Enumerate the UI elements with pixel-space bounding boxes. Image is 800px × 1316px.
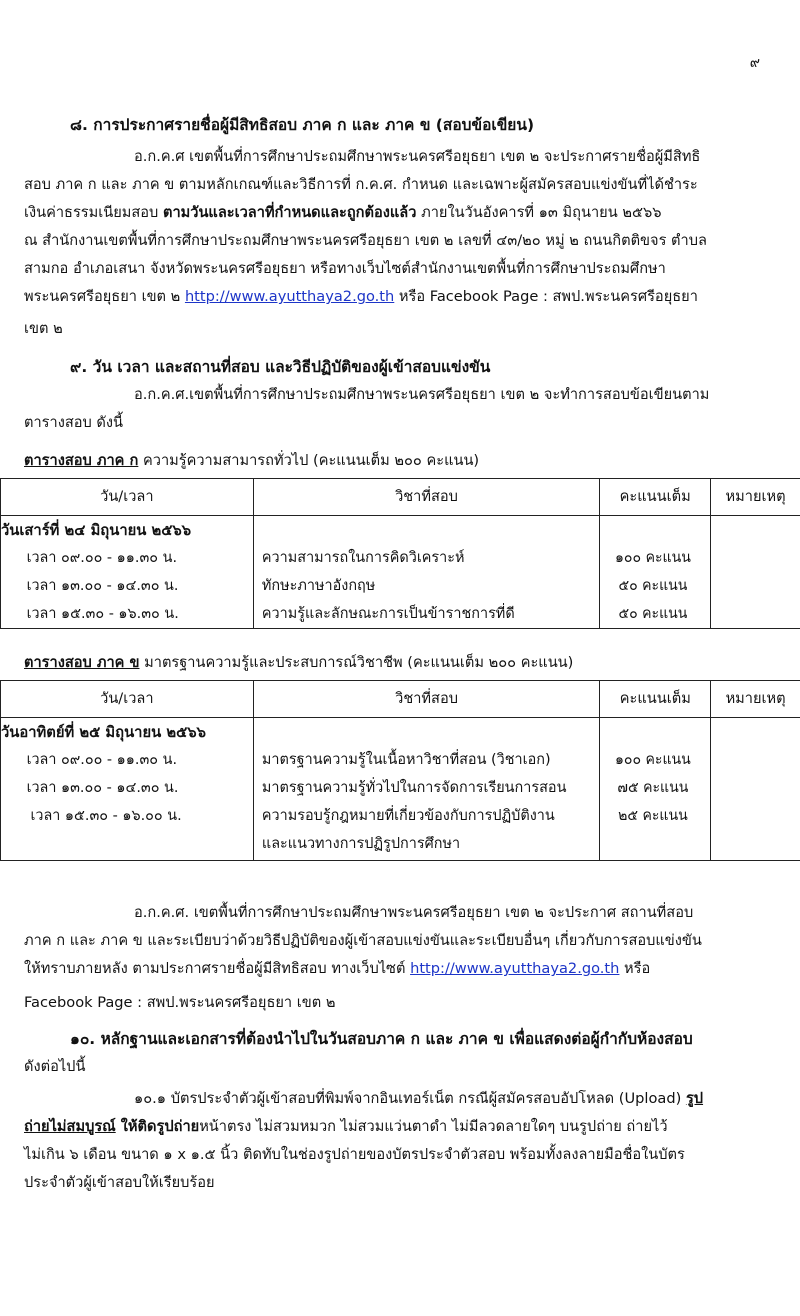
header-subject: วิชาที่สอบ — [253, 681, 600, 718]
section-9-heading: ๙. วัน เวลา และสถานที่สอบ และวิธีปฏิบัติของผู้เข้าสอบแข่งขัน — [70, 358, 491, 376]
section-8-heading: ๘. การประกาศรายชื่อผู้มีสิทธิสอบ ภาค ก และ ภาค ข (สอบข้อเขียน) — [70, 116, 535, 134]
table-b-time-3: เวลา ๑๕.๓๐ - ๑๖.๐๐ น. — [30, 807, 182, 824]
table-a-time-2: เวลา ๑๓.๐๐ - ๑๔.๓๐ น. — [26, 577, 179, 594]
table-a-score-3: ๕๐ คะแนน — [618, 605, 688, 622]
item-1-line-2-c: หน้าตรง ไม่สวมหมวก ไม่สวมแว่นตาดำ ไม่มีลวดลายใดๆ บนรูปถ่าย ถ่ายไว้ — [199, 1118, 668, 1135]
section-10-item-1-line-2 — [24, 1120, 668, 1135]
table-a-subject-3: ความรู้และลักษณะการเป็นข้าราชการที่ดี — [261, 605, 515, 622]
table-b-datetime-cell — [1, 718, 254, 861]
table-a-subject-1: ความสามารถในการคิดวิเคราะห์ — [261, 549, 465, 566]
table-b-subject-3-cont: และแนวทางการปฏิรูปการศึกษา — [261, 835, 460, 852]
table-a-day: วันเสาร์ที่ ๒๔ มิถุนายน ๒๕๖๖ — [1, 521, 192, 539]
table-a-subject-2: ทักษะภาษาอังกฤษ — [261, 577, 376, 594]
table-b-score-cell — [600, 718, 711, 861]
table-a-score-2: ๕๐ คะแนน — [618, 577, 688, 594]
table-b-header-row — [1, 681, 800, 718]
item-1-line-2-a: ถ่ายไม่สมบูรณ์ — [24, 1118, 116, 1135]
table-b-time-2: เวลา ๑๓.๐๐ - ๑๔.๓๐ น. — [26, 779, 179, 796]
section-8-line-6-a: พระนครศรีอยุธยา เขต ๒ — [24, 288, 185, 305]
notice-line-2: ภาค ก และ ภาค ข และระเบียบว่าด้วยวิธีปฏิบัติของผู้เข้าสอบแข่งขันและระเบียบอื่นๆ เกี่ยวกับการสอบแข่งขัน — [24, 932, 702, 949]
notice-line-3 — [24, 962, 650, 977]
header-datetime: วัน/เวลา — [1, 681, 254, 718]
header-score: คะแนนเต็ม — [600, 681, 711, 718]
table-a-score-1: ๑๐๐ คะแนน — [615, 549, 692, 566]
table-b-caption-title: ตารางสอบ ภาค ข — [24, 654, 140, 671]
section-8-line-1: อ.ก.ค.ศ เขตพื้นที่การศึกษาประถมศึกษาพระนครศรีอยุธยา เขต ๒ จะประกาศรายชื่อผู้มีสิทธิ — [134, 148, 701, 165]
section-8-line-3-a: เงินค่าธรรมเนียมสอบ — [24, 204, 163, 221]
section-8-line-6 — [24, 290, 698, 305]
header-datetime: วัน/เวลา — [1, 479, 254, 516]
table-a-datetime-cell — [1, 516, 254, 629]
table-a-header-row — [1, 479, 800, 516]
section-8-line-2: สอบ ภาค ก และ ภาค ข ตามหลักเกณฑ์และวิธีการที่ ก.ค.ศ. กำหนด และเฉพาะผู้สมัครสอบแข่งขันที่ได้ชำระ — [24, 176, 698, 193]
section-9-line-1: อ.ก.ค.ศ.เขตพื้นที่การศึกษาประถมศึกษาพระนครศรีอยุธยา เขต ๒ จะทำการสอบข้อเขียนตาม — [134, 386, 710, 403]
website-link-2[interactable]: http://www.ayutthaya2.go.th — [410, 960, 620, 977]
table-a-remark-cell — [711, 516, 800, 629]
section-8-emphasis: ตามวันและเวลาที่กำหนดและถูกต้องแล้ว — [162, 204, 417, 221]
section-10-item-1-line-4: ประจำตัวผู้เข้าสอบให้เรียบร้อย — [24, 1174, 215, 1191]
exam-table-a — [0, 478, 800, 629]
section-10-item-1-line-1 — [134, 1092, 703, 1107]
table-a-time-1: เวลา ๐๙.๐๐ - ๑๑.๓๐ น. — [26, 549, 178, 566]
header-remark: หมายเหตุ — [711, 479, 800, 516]
table-b-score-1: ๑๐๐ คะแนน — [615, 751, 692, 768]
notice-line-1: อ.ก.ค.ศ. เขตพื้นที่การศึกษาประถมศึกษาพระนครศรีอยุธยา เขต ๒ จะประกาศ สถานที่สอบ — [134, 904, 694, 921]
section-10-heading: ๑๐. หลักฐานและเอกสารที่ต้องนำไปในวันสอบภาค ก และ ภาค ข เพื่อแสดงต่อผู้กำกับห้องสอบ — [70, 1030, 693, 1048]
section-10-follow: ดังต่อไปนี้ — [24, 1058, 86, 1075]
table-a-caption-title: ตารางสอบ ภาค ก — [24, 452, 139, 469]
table-b-subject-cell — [253, 718, 600, 861]
header-remark: หมายเหตุ — [711, 681, 800, 718]
section-10-item-1-line-3: ไม่เกิน ๖ เดือน ขนาด ๑ x ๑.๕ นิ้ว ติดทับในช่องรูปถ่ายของบัตรประจำตัวสอบ พร้อมทั้งลงลายมือชื่อในบัตร — [24, 1146, 685, 1163]
table-b-score-2: ๗๕ คะแนน — [617, 779, 689, 796]
table-b-caption-desc: มาตรฐานความรู้และประสบการณ์วิชาชีพ (คะแนนเต็ม ๒๐๐ คะแนน) — [139, 654, 574, 671]
section-8-line-7: เขต ๒ — [24, 320, 63, 337]
table-b-remark-cell — [711, 718, 800, 861]
item-1-line-2-b: ให้ติดรูปถ่าย — [115, 1118, 200, 1135]
website-link[interactable]: http://www.ayutthaya2.go.th — [184, 288, 395, 305]
section-8-line-4: ณ สำนักงานเขตพื้นที่การศึกษาประถมศึกษาพระนครศรีอยุธยา เขต ๒ เลขที่ ๔๓/๒๐ หมู่ ๒ ถนนกิตติขจร ตำบล — [24, 232, 707, 249]
table-a-caption-desc: ความรู้ความสามารถทั่วไป (คะแนนเต็ม ๒๐๐ คะแนน) — [138, 452, 480, 469]
table-b-body-row — [1, 718, 800, 861]
table-a-time-3: เวลา ๑๕.๓๐ - ๑๖.๓๐ น. — [26, 605, 179, 622]
table-b-caption — [24, 656, 573, 671]
table-b-subject-3: ความรอบรู้กฎหมายที่เกี่ยวข้องกับการปฏิบัติงาน — [261, 807, 555, 824]
notice-line-4: Facebook Page : สพป.พระนครศรีอยุธยา เขต ๒ — [24, 994, 336, 1011]
notice-line-3-a: ให้ทราบภายหลัง ตามประกาศรายชื่อผู้มีสิทธิสอบ ทางเว็บไซต์ — [24, 960, 411, 977]
item-1-line-1-b: รูป — [685, 1090, 704, 1107]
header-score: คะแนนเต็ม — [600, 479, 711, 516]
header-subject: วิชาที่สอบ — [253, 479, 600, 516]
section-8-line-3 — [24, 206, 662, 221]
table-a-subject-cell — [253, 516, 600, 629]
section-8-line-6-b: หรือ Facebook Page : สพป.พระนครศรีอยุธยา — [394, 288, 698, 305]
table-a-body-row — [1, 516, 800, 629]
table-b-subject-1: มาตรฐานความรู้ในเนื้อหาวิชาที่สอน (วิชาเอก) — [261, 751, 551, 768]
notice-line-3-b: หรือ — [619, 960, 651, 977]
section-8-line-5: สามกอ อำเภอเสนา จังหวัดพระนครศรีอยุธยา หรือทางเว็บไซต์สำนักงานเขตพื้นที่การศึกษาประถมศึกษา — [24, 260, 666, 277]
table-a-caption — [24, 454, 479, 469]
section-8-line-3-c: ภายในวันอังคารที่ ๑๓ มิถุนายน ๒๕๖๖ — [416, 204, 662, 221]
section-9-line-2: ตารางสอบ ดังนี้ — [24, 414, 123, 431]
page-number: ๙ — [749, 55, 760, 71]
table-b-score-3: ๒๕ คะแนน — [618, 807, 689, 824]
item-1-line-1-a: ๑๐.๑ บัตรประจำตัวผู้เข้าสอบที่พิมพ์จากอินเทอร์เน็ต กรณีผู้สมัครสอบอัปโหลด (Upload) — [134, 1090, 686, 1107]
table-b-subject-2: มาตรฐานความรู้ทั่วไปในการจัดการเรียนการสอน — [261, 779, 567, 796]
exam-table-b — [0, 680, 800, 861]
table-b-day: วันอาทิตย์ที่ ๒๕ มิถุนายน ๒๕๖๖ — [1, 723, 206, 741]
table-b-time-1: เวลา ๐๙.๐๐ - ๑๑.๓๐ น. — [26, 751, 178, 768]
table-a-score-cell — [600, 516, 711, 629]
